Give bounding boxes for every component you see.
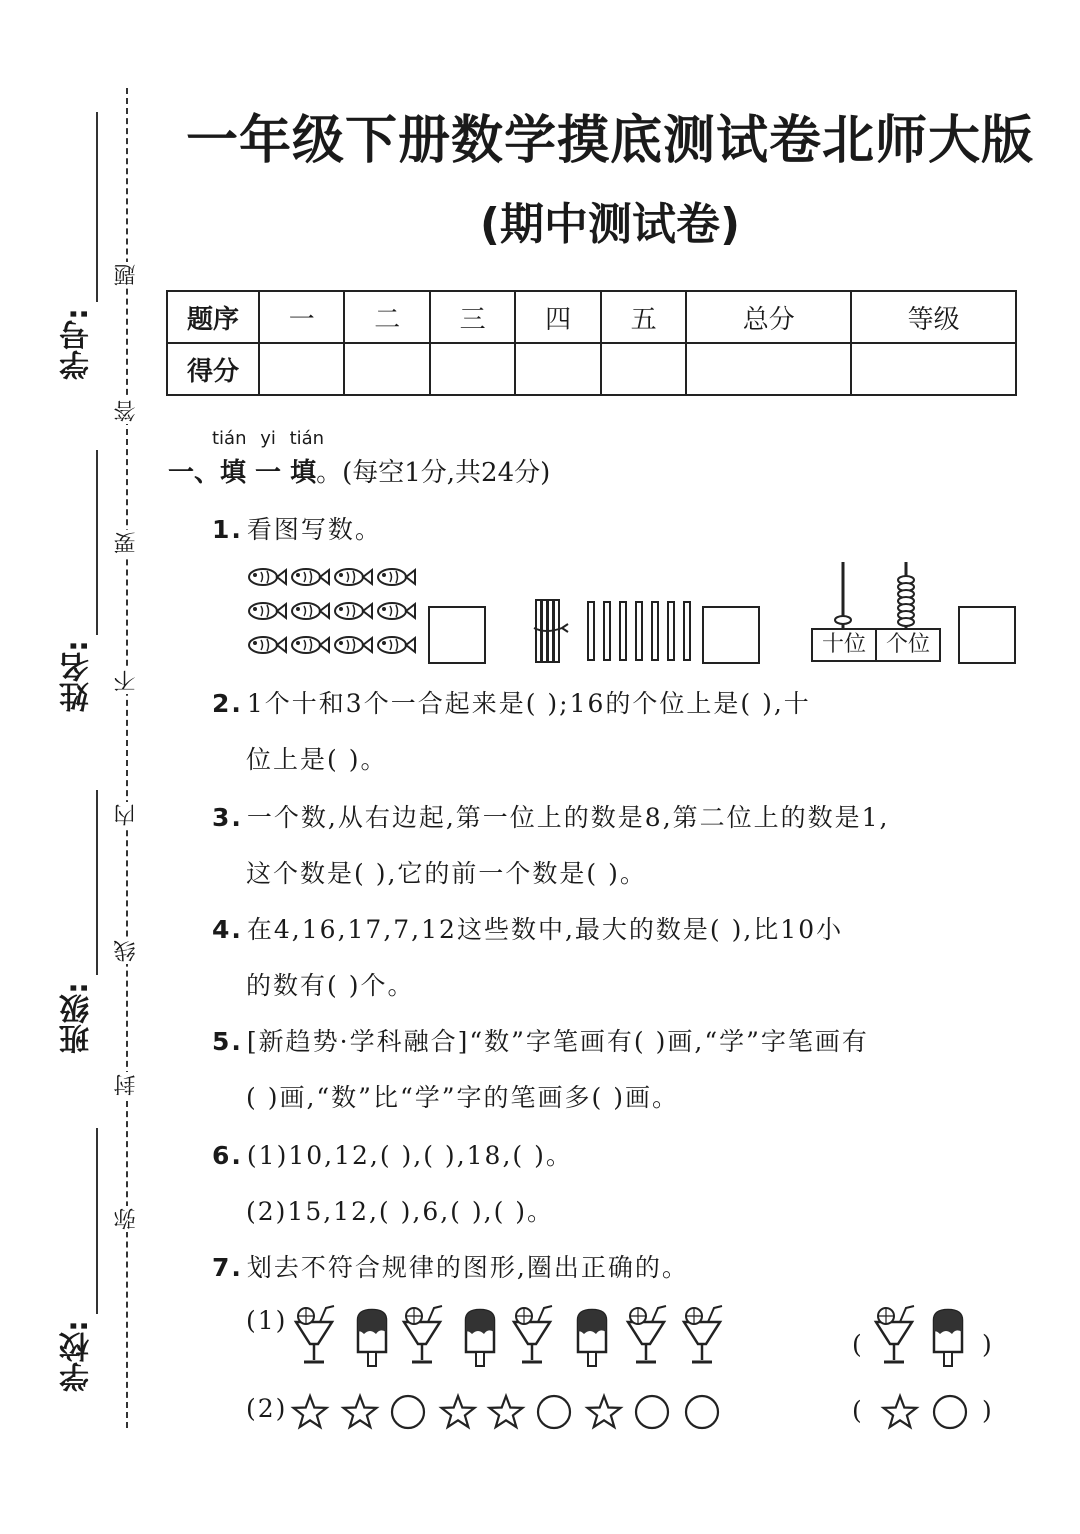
section-heading-title: 一、填 一 填: [168, 458, 317, 488]
question-number: 3.: [212, 803, 243, 832]
score-table-score-row: [167, 343, 1016, 395]
answer-paren-open: (: [852, 1396, 864, 1425]
seal-char: 封: [114, 1074, 139, 1096]
answer-paren-open: (: [852, 1330, 864, 1359]
section-pinyin: tián yi tián: [212, 428, 325, 449]
section-heading-note: 。(每空1分,共24分): [316, 458, 551, 488]
score-cell[interactable]: [686, 343, 851, 395]
question-6-line-2: (2)15,12,( ),6,( ),( )。: [246, 1197, 555, 1226]
answer-paren-close: ): [982, 1396, 994, 1425]
seal-char: 要: [114, 532, 139, 554]
score-cell[interactable]: [601, 343, 686, 395]
class-label: 班级:: [60, 982, 95, 1054]
question-6-line-1: [212, 1136, 573, 1172]
question-3-line-1: [212, 798, 890, 834]
question-5-line-1: [212, 1022, 869, 1058]
score-col-header: 二: [344, 291, 429, 343]
seal-char: 题: [114, 264, 139, 286]
score-cell[interactable]: [344, 343, 429, 395]
question-text: 划去不符合规律的图形,圈出正确的。: [246, 1253, 689, 1282]
section-heading: [168, 452, 550, 489]
question-text: (1)10,12,( ),( ),18,( )。: [246, 1141, 573, 1170]
pattern-stars-circles-image: [290, 1390, 730, 1436]
question-4-line-2: 的数有( )个。: [246, 971, 415, 1000]
score-col-header: 一: [259, 291, 344, 343]
seal-char: 内: [114, 804, 139, 826]
score-table: [166, 290, 1017, 396]
question-text: 在4,16,17,7,12这些数中,最大的数是( ),比10小: [246, 915, 844, 944]
seal-char: 答: [114, 400, 139, 422]
sticks-image: [528, 598, 694, 664]
answer-shapes-drink-popsicle[interactable]: [870, 1300, 980, 1370]
answer-box-fish[interactable]: [428, 606, 486, 664]
score-col-header: 五: [601, 291, 686, 343]
answer-box-abacus[interactable]: [958, 606, 1016, 664]
student-id-label: 学号:: [60, 308, 95, 380]
pattern-drinks-popsicles-image: [290, 1300, 730, 1370]
score-col-header: 三: [430, 291, 515, 343]
question-1: [212, 510, 382, 546]
question-7: [212, 1248, 689, 1284]
answer-shapes-star-circle[interactable]: [880, 1390, 976, 1436]
score-row-label: 得分: [167, 343, 259, 395]
question-number: 1.: [212, 515, 243, 544]
seal-char: 线: [114, 940, 139, 962]
question-number: 2.: [212, 689, 243, 718]
score-cell[interactable]: [259, 343, 344, 395]
place-value-tens-label: 十位: [811, 628, 877, 662]
score-col-header: 总分: [686, 291, 851, 343]
question-3-line-2: 这个数是( ),它的前一个数是( )。: [246, 859, 647, 888]
question-number: 4.: [212, 915, 243, 944]
question-text: [新趋势·学科融合]“数”字笔画有( )画,“学”字笔画有: [246, 1027, 869, 1056]
answer-box-sticks[interactable]: [702, 606, 760, 664]
question-7-sub-1-label: (1): [246, 1306, 288, 1335]
page-subtitle: (期中测试卷): [479, 199, 741, 250]
page-title: 一年级下册数学摸底测试卷北师大版: [185, 111, 1034, 171]
school-label: 学校:: [60, 1320, 95, 1392]
name-label: 姓名:: [60, 640, 95, 712]
score-cell[interactable]: [430, 343, 515, 395]
score-header-label: 题序: [167, 291, 259, 343]
score-cell[interactable]: [851, 343, 1016, 395]
score-col-header: 等级: [851, 291, 1016, 343]
school-field[interactable]: [96, 1128, 98, 1314]
name-field[interactable]: [96, 450, 98, 635]
place-value-ones-label: 个位: [875, 628, 941, 662]
score-cell[interactable]: [515, 343, 600, 395]
student-id-field[interactable]: [96, 112, 98, 302]
abacus-image: [810, 560, 940, 630]
question-number: 7.: [212, 1253, 243, 1282]
score-col-header: 四: [515, 291, 600, 343]
question-5-line-2: ( )画,“数”比“学”字的笔画多( )画。: [246, 1083, 679, 1112]
seal-char: 弥: [114, 1208, 139, 1230]
question-2-line-2: 位上是( )。: [246, 745, 388, 774]
seal-char: 不: [114, 670, 139, 692]
fish-group-image: [244, 566, 420, 662]
question-2-line-1: [212, 684, 811, 720]
question-text: 看图写数。: [246, 515, 382, 544]
question-number: 5.: [212, 1027, 243, 1056]
question-7-sub-2-label: (2): [246, 1394, 288, 1423]
question-4-line-1: [212, 910, 843, 946]
question-text: 一个数,从右边起,第一位上的数是8,第二位上的数是1,: [246, 803, 890, 832]
question-text: 1个十和3个一合起来是( );16的个位上是( ),十: [246, 689, 811, 718]
score-table-header-row: [167, 291, 1016, 343]
class-field[interactable]: [96, 790, 98, 975]
question-number: 6.: [212, 1141, 243, 1170]
answer-paren-close: ): [982, 1330, 994, 1359]
